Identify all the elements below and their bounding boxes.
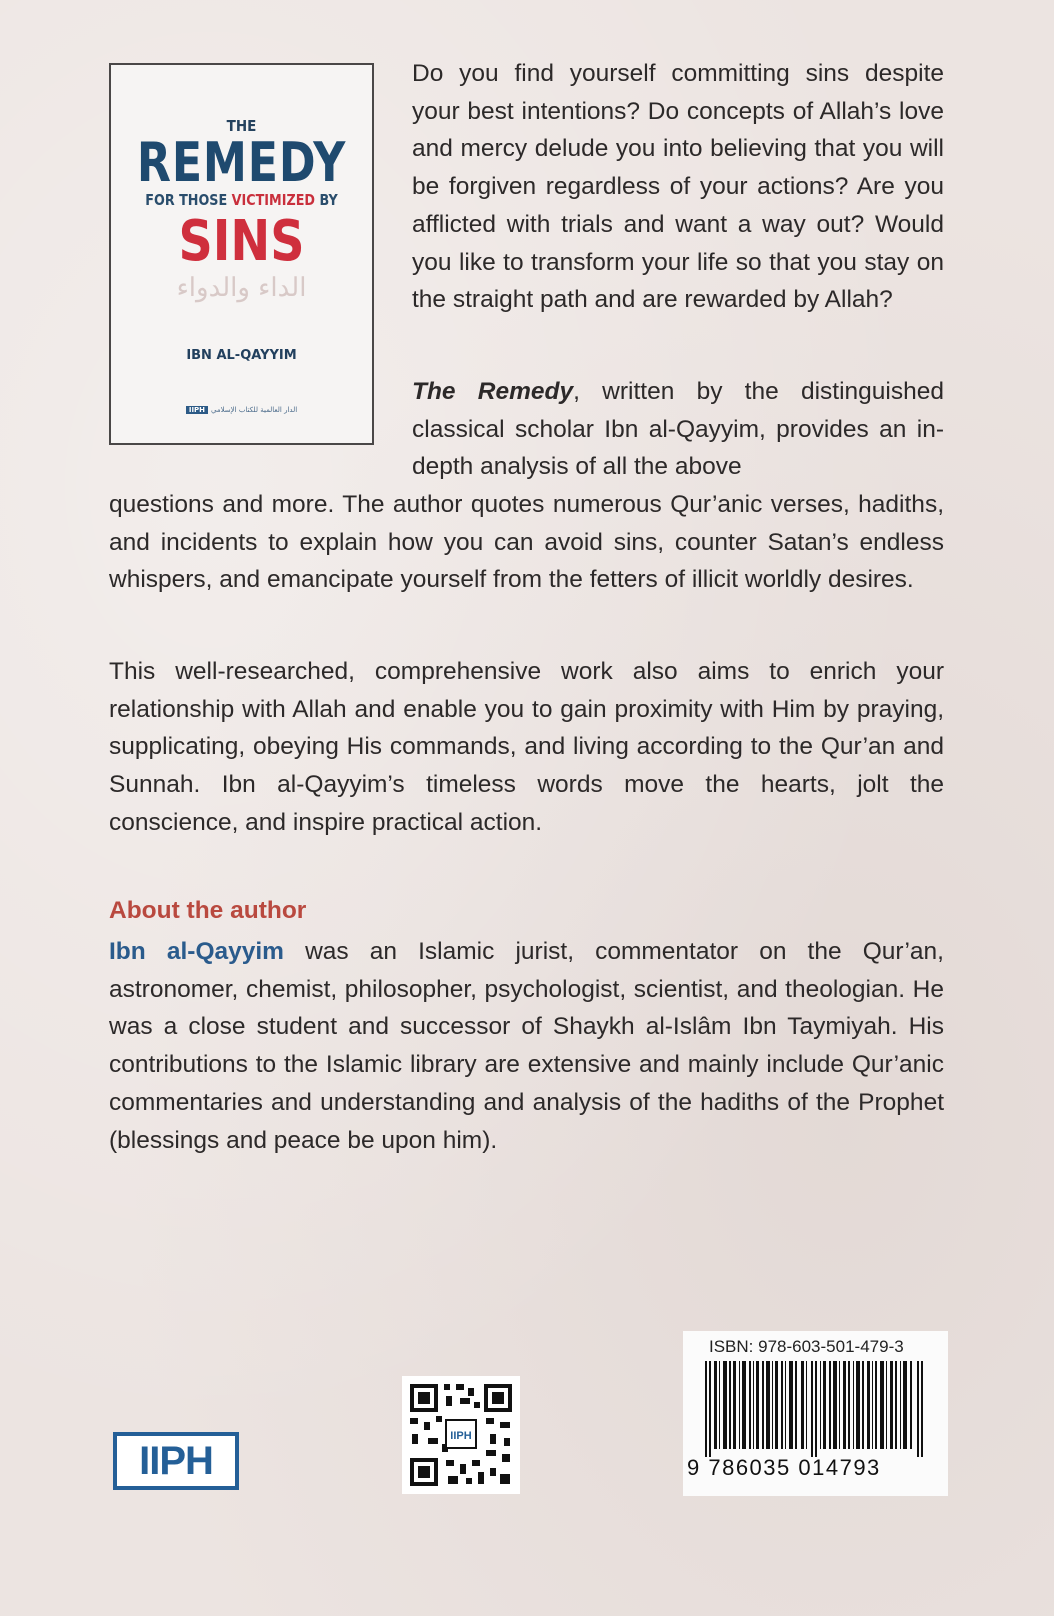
qr-center-label: IIPH <box>450 1430 472 1442</box>
blurb-paragraph-1: Do you find yourself committing sins despite your best intentions? Do concepts of Allah’s love and mercy delude you into believing that you will be forgiven regardless of your actions? Are you afflicted with trials and want a way out? Would you like to transform your life so that you stay on the straight path and are rewarded by Allah? <box>412 60 944 314</box>
blurb-paragraph-2-bottom: questions and more. The author quotes numerous Qur’anic verses, hadiths, and incidents to explain how you can avoid sins, counter Satan’s endless whispers, and emancipate yourself from the fetters of illicit worldly desires. <box>109 491 944 594</box>
barcode-icon <box>705 1361 927 1457</box>
qr-code-icon <box>402 1376 520 1494</box>
barcode <box>683 1331 948 1496</box>
cover-sins: SINS <box>178 209 305 274</box>
cover-author: IBN AL-QAYYIM <box>186 348 297 363</box>
author-name: Ibn al-Qayyim <box>109 938 284 965</box>
qr-code <box>402 1376 520 1494</box>
barcode-digits: 9 786035 014793 <box>687 1455 881 1480</box>
about-author-heading: About the author <box>109 897 307 924</box>
cover-arabic-title: الداء والدواء <box>176 273 307 303</box>
cover-subtitle: FOR THOSE VICTIMIZED BY <box>145 191 338 209</box>
cover-publisher: IIPH الدار العالمية للكتاب الإسلامي <box>111 406 372 414</box>
publisher-logo: IIPH <box>113 1432 239 1490</box>
isbn-label: ISBN: 978-603-501-479-3 <box>709 1337 904 1356</box>
blurb-paragraph-2-top: The Remedy, written by the distinguished classical scholar Ibn al-Qayyim, provides an in-depth analysis of all the above <box>412 378 944 481</box>
cover-title: REMEDY <box>136 131 347 194</box>
about-author-text: Ibn al-Qayyim was an Islamic jurist, commentator on the Qur’an, astronomer, chemist, philosopher, psychologist, scientist, and theologian. He was a close student and successor of Shaykh al-Islâm Ibn Taymiyah. His contributions to the Islamic library are extensive and mainly include Qur’anic commentaries and understanding and analysis of the hadiths of the Prophet (blessings and peace be upon him). <box>109 938 944 1154</box>
blurb-paragraph-3: This well-researched, comprehensive work also aims to enrich your relationship with Allah and enable you to gain proximity with Him by praying, supplicating, obeying His commands, and living according to the Qur’an and Sunnah. Ibn al-Qayyim’s timeless words move the hearts, jolt the conscience, and inspire practical action. <box>109 658 944 836</box>
book-title-inline: The Remedy <box>412 378 574 405</box>
cover-the: THE <box>226 117 257 135</box>
book-cover-thumbnail <box>109 63 374 445</box>
